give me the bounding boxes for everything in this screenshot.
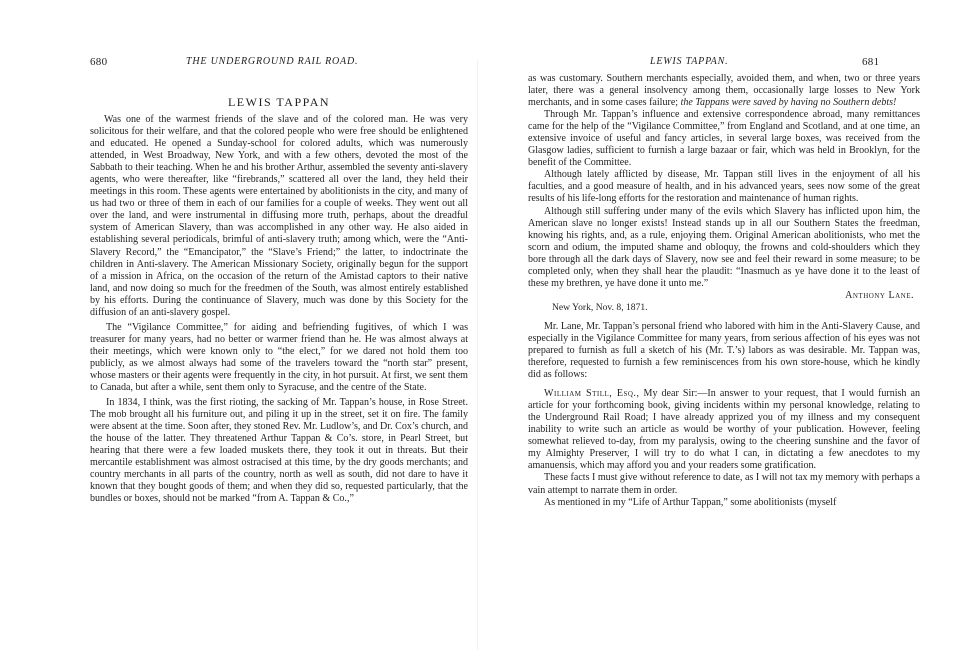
continued-text: as was customary. Southern merchants especially, avoided them, and when, two or three years later, there was a general insolvency among them, occasionally large losses to New York merchants, and in some cases failure; bbox=[528, 73, 920, 109]
running-head-right: LEWIS TAPPAN. bbox=[650, 56, 729, 67]
paragraph-life-of-arthur: As mentioned in my “Life of Arthur Tappan,” some abolitionists (myself bbox=[544, 496, 837, 508]
letter-opening bbox=[528, 388, 920, 472]
paragraph-riots: In 1834, I think, was the first rioting, the sacking of Mr. Tappan’s house, in Rose Street. The mob brought all his furniture out, and piling it up in the street, set it on fire. The family were absent at the time. Soon after, they stoned Rev. Mr. Ludlow’s, and Dr. Cox’s church, and the house of the latter. They threatened Arthur Tappan & Co’s. store, in Pearl Street, but hearing that there were a few loaded muskets there, they took it out in threats. But their mercantile establishment was almost ostracised at this time, by the dry goods merchants; and country merchants in all parts of the country, north as well as south, did not dare to have it known that they bought goods of them; and when they did so, requested particularly, that the bundles or boxes, should not be marked “from A. Tappan & Co.,” bbox=[90, 397, 468, 505]
left-text-column bbox=[90, 114, 468, 506]
paragraph-health: Although lately afflicted by disease, Mr. Tappan still lives in the enjoyment of all his faculties, and a good measure of health, and in his advanced years, sees now some of the great results of his life-long efforts for the restoration and maintenance of human rights. bbox=[528, 169, 920, 205]
right-page bbox=[478, 0, 980, 659]
paragraph-vigilance: The “Vigilance Committee,” for aiding and befriending fugitives, of which I was treasurer for many years, had no better or warmer friend than he. He was almost always at their meetings, which were known only to “the elect,” for we dared not hold them too publicly, as we almost always had some of the travelers toward the “north star” present, whose masters or their agents were frequently in the city, in hot pursuit. At first, we sent them to Canada, but after a while, sent them only to Syracuse, and the centre of the State. bbox=[90, 321, 468, 394]
signature-line bbox=[528, 290, 920, 302]
continued-italic: the Tappans were saved by having no Southern debts! bbox=[680, 97, 897, 109]
right-text-column bbox=[528, 73, 920, 509]
letter-opening-text: My dear Sir:—In answer to your request, that I would furnish an article for your forthcoming book, giving incidents within my personal knowledge, relating to the Underground Rail Road; I have already apprized you of my illness and my consequent inability to write such an article as would be worthy of your publication. However, feeling somewhat relieved to-day, from my paralysis, owing to the cheering sunshine and the favor of my Almighty Preserver, I will try to do what I can, in dictating a few anecdotes to my amanuensis, which may afford you and your readers some gratification. bbox=[528, 388, 920, 472]
paragraph-facts: These facts I must give without reference to date, as I will not tax my memory with perhaps a vain attempt to narrate them in order. bbox=[528, 472, 920, 496]
signature: Anthony Lane. bbox=[845, 289, 914, 301]
left-page bbox=[0, 0, 478, 659]
paragraph-remittances: Through Mr. Tappan’s influence and extensive correspondence abroad, many remittances came for the help of the “Vigilance Committee,” from England and Scotland, and at one time, an extensive invoice of useful and fancy articles, in several large boxes, was received from the Glasgow ladies, sufficient to furnish a large bazaar or fair, which was held in Brooklyn, for the benefit of the Committee. bbox=[528, 109, 920, 169]
paragraph-lane-intro: Mr. Lane, Mr. Tappan’s personal friend who labored with him in the Anti-Slavery Cause, and especially in the Vigilance Committee for many years, from serious affection of his eyes was not prepared to furnish as full a sketch of his (Mr. T.’s) labors as was desirable. Mr. Tappan was, therefore, requested to furnish a few reminiscences from his own store-house, which he kindly did as follows: bbox=[528, 320, 920, 381]
paragraph-freedman: Although still suffering under many of the evils which Slavery has inflicted upon him, the American slave no longer exists! Instead stands up in all our Southern States the freedman, knowing his rights, and, as a rule, enjoying them. Original American abolitionists, who met the scorn and odium, the imputed shame and obloquy, the frowns and cold-shoulders which they bore through all the dark days of Slavery, now see and feel their reward in some measure; to be completed only, when they shall hear the plaudit: “Inasmuch as ye have done it to the least of these my brethren, ye have done it unto me.” bbox=[528, 205, 920, 289]
page-number-left: 680 bbox=[90, 56, 108, 68]
page-number-right: 681 bbox=[862, 56, 880, 68]
paragraph-continued bbox=[528, 73, 920, 109]
dateline: New York, Nov. 8, 1871. bbox=[552, 301, 648, 313]
salutation-name: William Still, Esq., bbox=[544, 388, 640, 400]
paragraph-intro: Was one of the warmest friends of the slave and of the colored man. He was very solicitous for their welfare, and that the colored people who were free should be enlightened and educated. He opened a Sunday-school for colored adults, which was numerously attended, in West Broadway, New York, and with a few others, devoted the most of the Sabbath to their teaching. When he and his brother Arthur, assembled the seventy anti-slavery agents, who were thereafter, like “firebrands,” scattered all over the land, they held their meetings in this room. These agents were entertained by abolitionists in the city, and many of us had two or three of them in each of our families for a couple of weeks. They went out all over the land, and were instrumental in diffusing more truth, perhaps, about the dreadful system of American Slavery, than was accomplished in any other way. He also aided in establishing several periodicals, brimful of anti-slavery truth; among which, were the “Anti-Slavery Record,” the “Emancipator,” the “Slave’s Friend;” the latter, to indoctrinate the children in Anti-slavery. The American Missionary Society, originally begun for the support of a mission in Africa, on the occasion of the return of the Amistad captors to their native land, and now doing so much for the freedmen of the South, was almost entirely established by his efforts. During the continuance of Slavery, much was done by this Society for the diffusion of an anti-slavery gospel. bbox=[90, 114, 468, 318]
section-heading: LEWIS TAPPAN bbox=[227, 95, 331, 109]
running-head-left: THE UNDERGROUND RAIL ROAD. bbox=[186, 56, 359, 67]
